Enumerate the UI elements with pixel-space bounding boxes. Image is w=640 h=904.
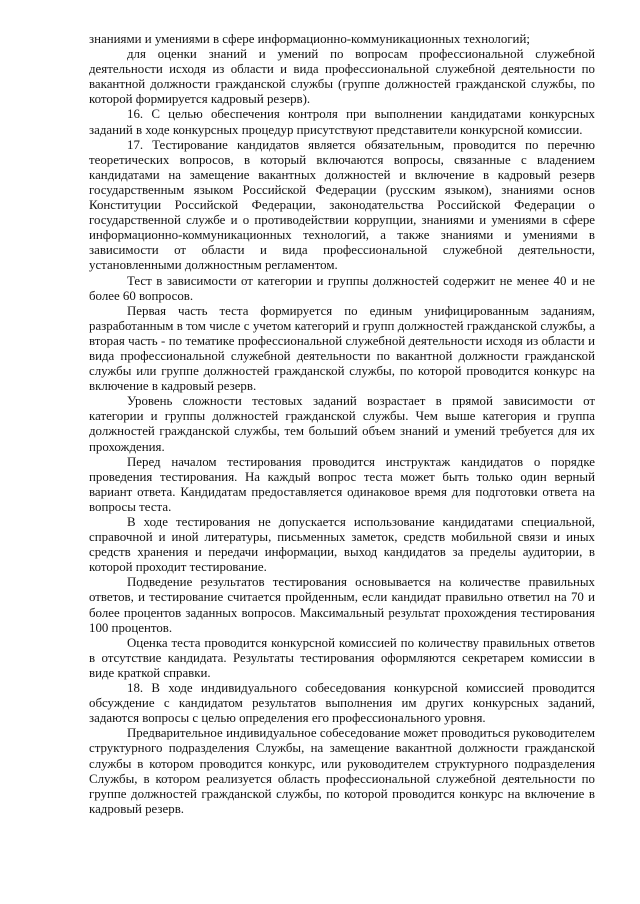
paragraph-5: Тест в зависимости от категории и группы должностей содержит не менее 40 и не более 60 вопросов.: [89, 273, 595, 303]
paragraph-10: Подведение результатов тестирования основывается на количестве правильных ответов, и тестирование считается пройденным, если кандидат правильно ответил на 70 и более процентов заданных вопросов. Максимальный результат прохождения тестирования 100 процентов.: [89, 575, 595, 635]
paragraph-12: 18. В ходе индивидуального собеседования конкурсной комиссией проводится обсуждение с кандидатом результатов выполнения им других конкурсных заданий, задаются вопросы с целью определения его профессионального уровня.: [89, 681, 595, 726]
paragraph-11: Оценка теста проводится конкурсной комиссией по количеству правильных ответов в отсутствие кандидата. Результаты тестирования оформляются секретарем комиссии в виде краткой справки.: [89, 635, 595, 680]
paragraph-7: Уровень сложности тестовых заданий возрастает в прямой зависимости от категории и группы должностей гражданской службы. Чем выше категория и группа должностей гражданской службы, тем больший объем знаний и умений требуется для их прохождения.: [89, 394, 595, 454]
paragraph-8: Перед началом тестирования проводится инструктаж кандидатов о порядке проведения тестирования. На каждый вопрос теста может быть только один верный вариант ответа. Кандидатам предоставляется одинаковое время для подготовки ответа на вопросы теста.: [89, 454, 595, 514]
paragraph-9: В ходе тестирования не допускается использование кандидатами специальной, справочной и иной литературы, письменных заметок, средств мобильной связи и иных средств хранения и передачи информации, выход кандидатов за пределы аудитории, в которой проходит тестирование.: [89, 515, 595, 575]
paragraph-2: для оценки знаний и умений по вопросам профессиональной служебной деятельности исходя из области и вида профессиональной служебной деятельности по вакантной должности гражданской службы (группе должностей гражданской службы, по которой формируется кадровый резерв).: [89, 47, 595, 107]
paragraph-1: знаниями и умениями в сфере информационно-коммуникационных технологий;: [89, 32, 530, 46]
paragraph-6: Первая часть теста формируется по единым унифицированным заданиям, разработанным в том числе с учетом категорий и групп должностей гражданской службы, а вторая часть - по тематике профессиональной служебной деятельности исходя из области и вида профессиональной служебной деятельности по вакантной должности гражданской службы или группе должностей гражданской службы, по которой проводится конкурс на включение в кадровый резерв.: [89, 303, 595, 394]
paragraph-3: 16. С целью обеспечения контроля при выполнении кандидатами конкурсных заданий в ходе конкурсных процедур присутствуют представители конкурсной комиссии.: [89, 107, 595, 137]
paragraph-4: 17. Тестирование кандидатов является обязательным, проводится по перечню теоретических вопросов, в который включаются вопросы, связанные с владением кандидатами на замещение вакантных должностей и включение в кадровый резерв государственным языком Российской Федерации (русским языком), знаниями основ Конституции Российской Федерации, законодательства Российской Федерации о государственной службе и о противодействии коррупции, знаниями и умениями в сфере информационно-коммуникационных технологий, а также знаниями и умениями в зависимости от области и вида профессиональной служебной деятельности, установленными должностным регламентом.: [89, 137, 595, 273]
paragraph-13: Предварительное индивидуальное собеседование может проводиться руководителем структурного подразделения Службы, на замещение вакантной должности гражданской службы в котором проводится конкурс, или руководителем структурного подразделения Службы, в котором реализуется область профессиональной служебной деятельности по группе должностей гражданской службы, по которой проводится конкурс на включение в кадровый резерв.: [89, 726, 595, 816]
document-page: [89, 32, 595, 817]
